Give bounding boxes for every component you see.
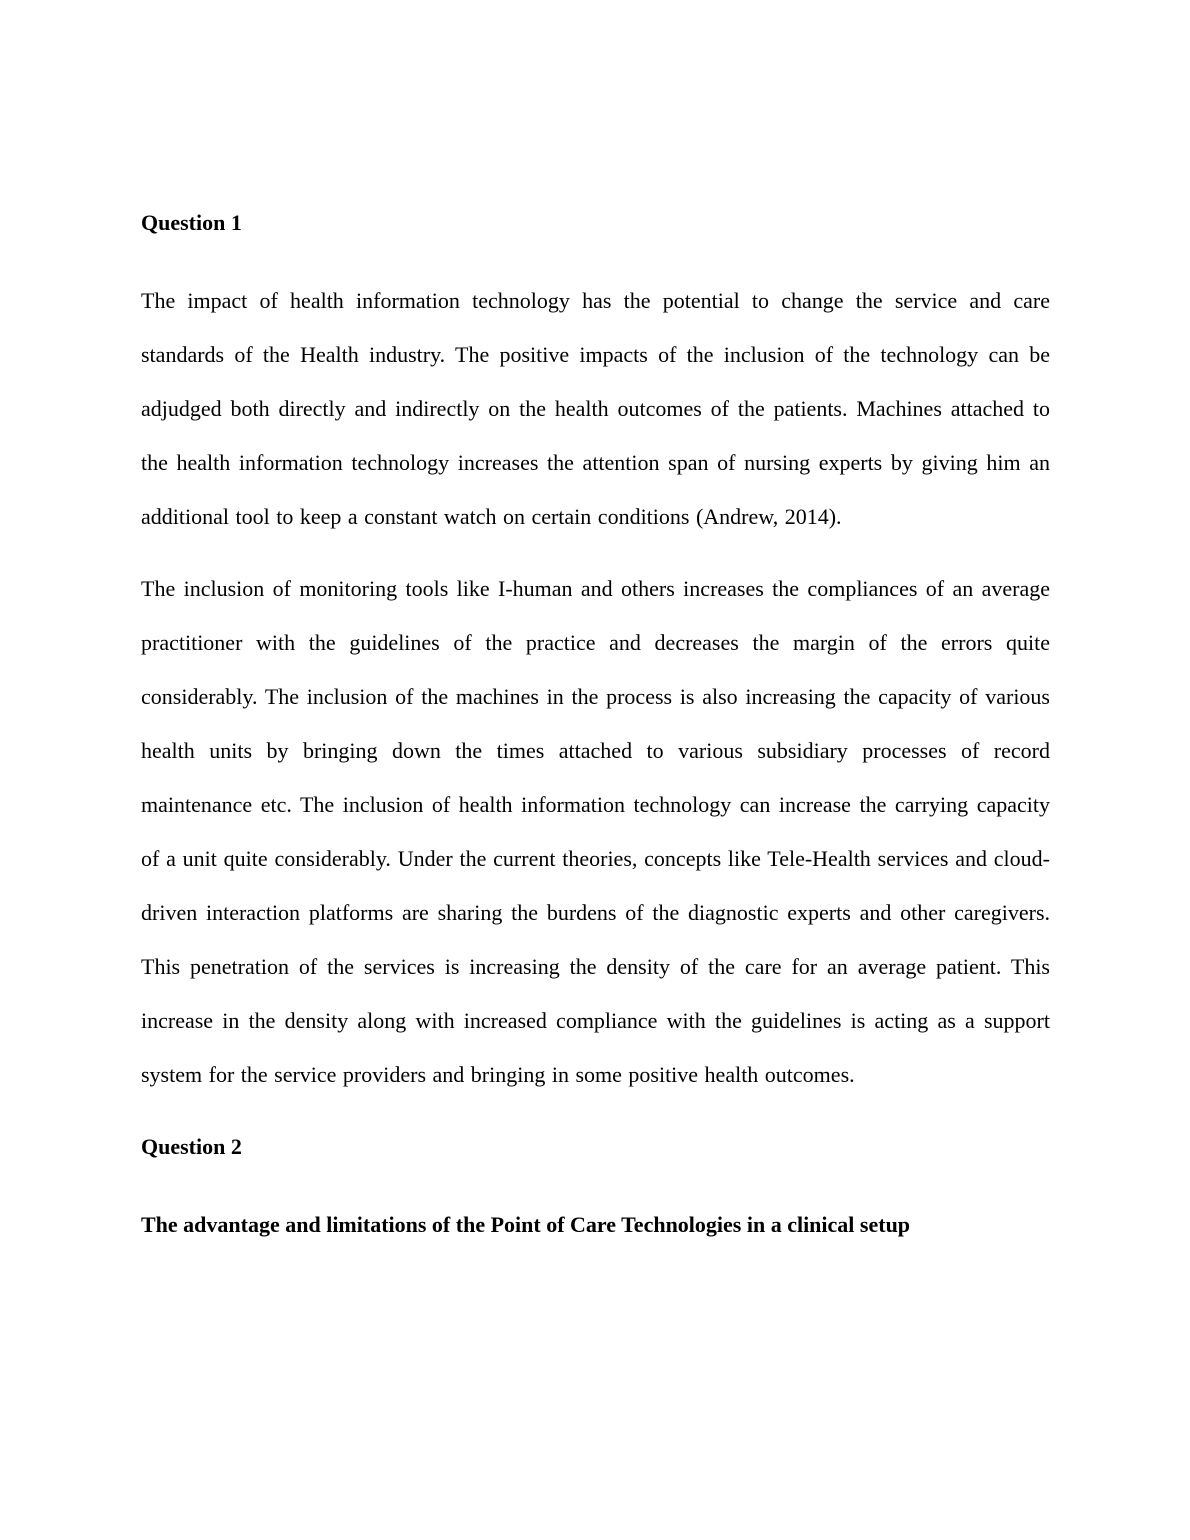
- question-1-paragraph-1: The impact of health information technology has the potential to change the service and care standards of the Health industry. The positive impacts of the inclusion of the technology can be adjudged both directly and indirectly on the health outcomes of the patients. Machines attached to the health information technology increases the attention span of nursing experts by giving him an additional tool to keep a constant watch on certain conditions (Andrew, 2014).: [141, 288, 1050, 529]
- question-1-heading: Question 1: [141, 210, 242, 235]
- question-2-subtitle: The advantage and limitations of the Point of Care Technologies in a clinical setup: [141, 1212, 911, 1237]
- question-1-paragraph-2: The inclusion of monitoring tools like I-human and others increases the compliances of an average practitioner with the guidelines of the practice and decreases the margin of the errors quite considerably. The inclusion of the machines in the process is also increasing the capacity of various health units by bringing down the times attached to various subsidiary processes of record maintenance etc. The inclusion of health information technology can increase the carrying capacity of a unit quite considerably. Under the current theories, concepts like Tele-Health services and cloud-driven interaction platforms are sharing the burdens of the diagnostic experts and other caregivers. This penetration of the services is increasing the density of the care for an average patient. This increase in the density along with increased compliance with the guidelines is acting as a support system for the service providers and bringing in some positive health outcomes.: [141, 576, 1050, 1087]
- question-2-heading: Question 2: [141, 1134, 242, 1159]
